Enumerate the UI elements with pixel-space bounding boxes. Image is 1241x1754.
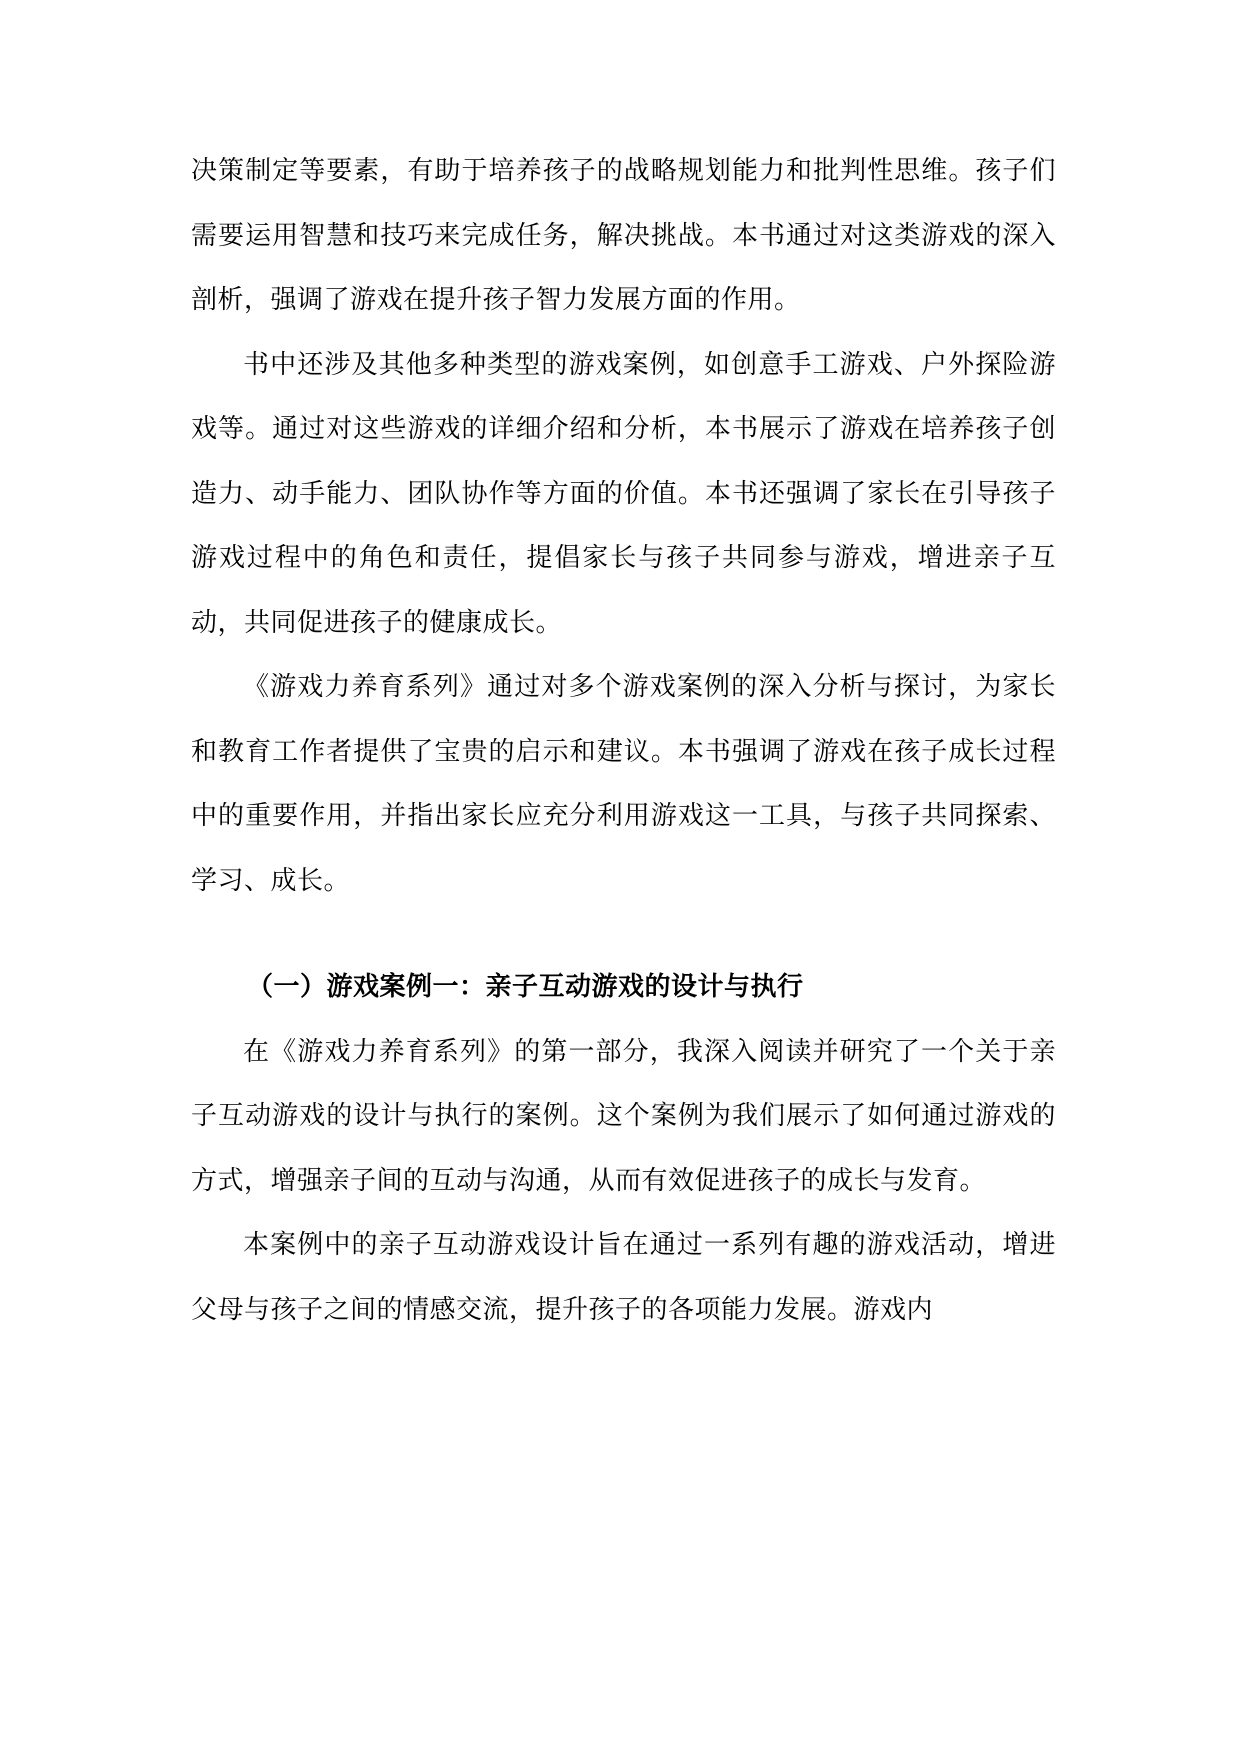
- paragraph-series-summary: 《游戏力养育系列》通过对多个游戏案例的深入分析与探讨，为家长和教育工作者提供了宝贵的启示和建议。本书强调了游戏在孩子成长过程中的重要作用，并指出家长应充分利用游戏这一工具，与孩子共同探索、学习、成长。: [191, 672, 1056, 896]
- paragraph-continued: 决策制定等要素，有助于培养孩子的战略规划能力和批判性思维。孩子们需要运用智慧和技巧来完成任务，解决挑战。本书通过对这类游戏的深入剖析，强调了游戏在提升孩子智力发展方面的作用。: [191, 156, 1056, 315]
- paragraph-other-game-types: 书中还涉及其他多种类型的游戏案例，如创意手工游戏、户外探险游戏等。通过对这些游戏的详细介绍和分析，本书展示了游戏在培养孩子创造力、动手能力、团队协作等方面的价值。本书还强调了家长在引导孩子游戏过程中的角色和责任，提倡家长与孩子共同参与游戏，增进亲子互动，共同促进孩子的健康成长。: [191, 349, 1056, 638]
- paragraph-case-design: 本案例中的亲子互动游戏设计旨在通过一系列有趣的游戏活动，增进父母与孩子之间的情感交流，提升孩子的各项能力发展。游戏内: [191, 1230, 1056, 1325]
- section-heading: （一）游戏案例一：亲子互动游戏的设计与执行: [247, 972, 804, 1002]
- section-spacer: [191, 913, 1056, 955]
- page-body: [191, 139, 1056, 1342]
- paragraph-case-intro: 在《游戏力养育系列》的第一部分，我深入阅读并研究了一个关于亲子互动游戏的设计与执行的案例。这个案例为我们展示了如何通过游戏的方式，增强亲子间的互动与沟通，从而有效促进孩子的成长与发育。: [191, 1036, 1056, 1196]
